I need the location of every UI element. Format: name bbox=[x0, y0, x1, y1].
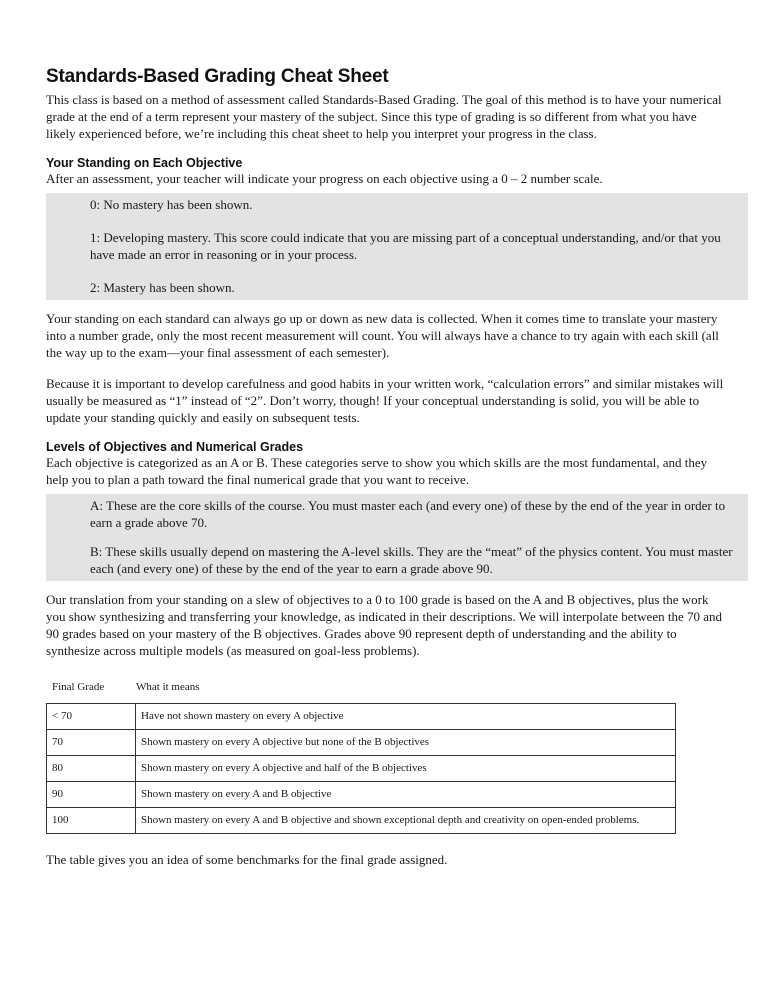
grade-cell: 90 bbox=[47, 782, 136, 808]
page-title: Standards-Based Grading Cheat Sheet bbox=[46, 66, 389, 87]
scale-item-0: 0: No mastery has been shown. bbox=[90, 197, 253, 212]
meaning-cell: Have not shown mastery on every A objective bbox=[136, 704, 676, 730]
table-row bbox=[47, 782, 676, 808]
closing-paragraph: The table gives you an idea of some benchmarks for the final grade assigned. bbox=[46, 852, 448, 867]
grade-cell: < 70 bbox=[47, 704, 136, 730]
scale-box bbox=[46, 193, 748, 300]
levels-paragraph: Our translation from your standing on a slew of objectives to a 0 to 100 grade is based on the A and B objectives, plus the work you show synthesizing and transferring your knowledge, as indicated in their descriptions. We will interpolate between the 70 and 90 grades based on your mastery of the B objectives. Grades above 90 represent depth of understanding and the ability to synthesize across multiple models (as measured on goal-less problems). bbox=[46, 592, 722, 658]
standing-paragraph-1: Your standing on each standard can always go up or down as new data is collected. When it comes time to translate your mastery into a number grade, only the most recent measurement will count. You will always have a chance to try again with each skill (all the way up to the exam—your final assessment of each semester). bbox=[46, 311, 719, 360]
table-row bbox=[47, 756, 676, 782]
grade-cell: 100 bbox=[47, 808, 136, 834]
level-item-b: B: These skills usually depend on mastering the A-level skills. They are the “meat” of the physics content. You must master each (and every one) of these by the end of the year to earn a grade above 90. bbox=[90, 544, 733, 576]
table-row bbox=[47, 730, 676, 756]
meaning-cell: Shown mastery on every A and B objective and shown exceptional depth and creativity on open-ended problems. bbox=[136, 808, 676, 834]
standing-lead: After an assessment, your teacher will indicate your progress on each objective using a 0 – 2 number scale. bbox=[46, 171, 603, 186]
table-header bbox=[46, 681, 724, 693]
grade-cell: 70 bbox=[47, 730, 136, 756]
scale-item-1: 1: Developing mastery. This score could indicate that you are missing part of a conceptual understanding, and/or that you have made an error in reasoning or in your process. bbox=[90, 230, 721, 262]
table-row bbox=[47, 704, 676, 730]
levels-box bbox=[46, 494, 748, 581]
grade-table bbox=[46, 703, 676, 834]
grade-cell: 80 bbox=[47, 756, 136, 782]
meaning-cell: Shown mastery on every A and B objective bbox=[136, 782, 676, 808]
meaning-cell: Shown mastery on every A objective and half of the B objectives bbox=[136, 756, 676, 782]
meaning-cell: Shown mastery on every A objective but none of the B objectives bbox=[136, 730, 676, 756]
standing-paragraph-2: Because it is important to develop carefulness and good habits in your written work, “calculation errors” and similar mistakes will usually be measured as “1” instead of “2”. Don’t worry, though! If your conceptual understanding is solid, you will be able to update your standing quickly and easily on subsequent tests. bbox=[46, 376, 724, 425]
standing-heading: Your Standing on Each Objective bbox=[46, 156, 243, 170]
intro-paragraph: This class is based on a method of assessment called Standards-Based Grading. The goal of this method is to have your numerical grade at the end of a term represent your mastery of the subject. Since this type of grading is so different from what you have likely experienced before, we’re including this cheat sheet to help you interpret your progress in the class. bbox=[46, 92, 722, 141]
header-what-it-means: What it means bbox=[136, 681, 200, 693]
scale-item-2: 2: Mastery has been shown. bbox=[90, 280, 235, 295]
levels-lead: Each objective is categorized as an A or B. These categories serve to show you which skills are the most fundamental, and they help you to plan a path toward the final numerical grade that you want to receive. bbox=[46, 455, 708, 487]
levels-heading: Levels of Objectives and Numerical Grades bbox=[46, 440, 304, 454]
header-final-grade: Final Grade bbox=[52, 681, 105, 693]
level-item-a: A: These are the core skills of the course. You must master each (and every one) of these by the end of the year in order to earn a grade above 70. bbox=[90, 498, 726, 530]
table-row bbox=[47, 808, 676, 834]
